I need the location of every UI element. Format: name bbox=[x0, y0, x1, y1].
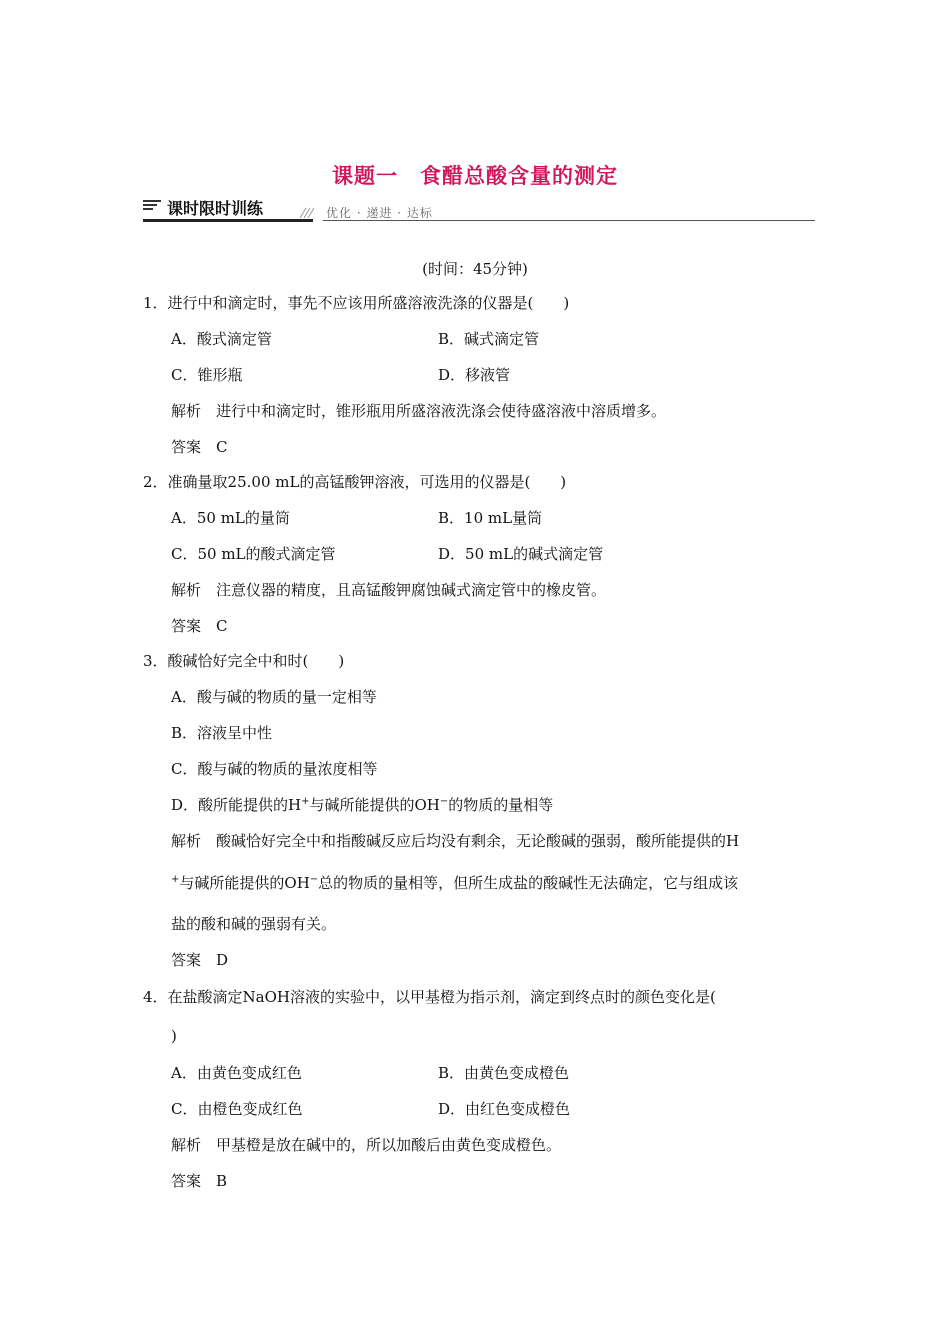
option-a: A．由黄色变成红色 bbox=[171, 1064, 302, 1082]
option-d-pre: D．酸所能提供的H bbox=[171, 796, 302, 814]
analysis-continued: 盐的酸和碱的强弱有关。 bbox=[171, 915, 337, 933]
superscript-plus: + bbox=[301, 796, 310, 807]
banner-tagline: 优化 · 递进 · 达标 bbox=[326, 206, 433, 220]
question-stem: 3．酸碱恰好完全中和时( ) bbox=[143, 652, 345, 670]
superscript-minus: − bbox=[439, 796, 449, 807]
stripes-icon bbox=[143, 200, 161, 214]
option-d-mid: 与碱所能提供的OH bbox=[309, 796, 440, 814]
question-stem-continued: ) bbox=[171, 1027, 177, 1045]
banner-underline bbox=[143, 219, 313, 222]
option-b: B．碱式滴定管 bbox=[438, 330, 540, 348]
analysis-mid: 与碱所能提供的OH bbox=[179, 874, 310, 892]
banner-rule bbox=[323, 220, 815, 221]
question-stem: 2．准确量取25.00 mL的高锰酸钾溶液，可选用的仪器是( ) bbox=[143, 473, 567, 491]
analysis: 解析 注意仪器的精度，且高锰酸钾腐蚀碱式滴定管中的橡皮管。 bbox=[171, 581, 607, 599]
analysis: 解析 进行中和滴定时，锥形瓶用所盛溶液洗涤会使待盛溶液中溶质增多。 bbox=[171, 402, 667, 420]
option-d-post: 的物质的量相等 bbox=[448, 796, 554, 814]
option-a: A．酸与碱的物质的量一定相等 bbox=[171, 688, 377, 706]
option-c: C．酸与碱的物质的量浓度相等 bbox=[171, 760, 378, 778]
question-stem: 1．进行中和滴定时，事先不应该用所盛溶液洗涤的仪器是( ) bbox=[143, 294, 570, 312]
option-a: A．50 mL的量筒 bbox=[171, 509, 290, 527]
answer: 答案 C bbox=[171, 617, 228, 635]
option-a: A．酸式滴定管 bbox=[171, 330, 272, 348]
superscript-minus: − bbox=[309, 874, 319, 885]
superscript-plus: + bbox=[171, 874, 180, 885]
option-b: B．10 mL量筒 bbox=[438, 509, 543, 527]
hatch-icon bbox=[298, 204, 314, 218]
option-d: D．移液管 bbox=[438, 366, 511, 384]
option-c: C．锥形瓶 bbox=[171, 366, 243, 384]
analysis: 解析 甲基橙是放在碱中的，所以加酸后由黄色变成橙色。 bbox=[171, 1136, 562, 1154]
option-d: D．由红色变成橙色 bbox=[438, 1100, 571, 1118]
option-d: D．50 mL的碱式滴定管 bbox=[438, 545, 604, 563]
question-stem: 4．在盐酸滴定NaOH溶液的实验中，以甲基橙为指示剂，滴定到终点时的颜色变化是( bbox=[143, 988, 716, 1006]
answer: 答案 C bbox=[171, 438, 228, 456]
page-title: 课题一 食醋总酸含量的测定 bbox=[332, 164, 618, 188]
option-c: C．由橙色变成红色 bbox=[171, 1100, 303, 1118]
section-banner bbox=[143, 196, 815, 224]
option-c: C．50 mL的酸式滴定管 bbox=[171, 545, 336, 563]
answer: 答案 D bbox=[171, 951, 229, 969]
analysis-continued bbox=[171, 873, 738, 893]
analysis-post: 总的物质的量相等，但所生成盐的酸碱性无法确定，它与组成该 bbox=[318, 874, 739, 892]
option-b: B．溶液呈中性 bbox=[171, 724, 273, 742]
time-note: (时间：45分钟) bbox=[422, 260, 528, 278]
banner-label: 课时限时训练 bbox=[167, 199, 264, 218]
option-b: B．由黄色变成橙色 bbox=[438, 1064, 570, 1082]
analysis: 解析 酸碱恰好完全中和指酸碱反应后均没有剩余，无论酸碱的强弱，酸所能提供的H bbox=[171, 832, 740, 850]
answer: 答案 B bbox=[171, 1172, 228, 1190]
option-d bbox=[171, 795, 553, 815]
